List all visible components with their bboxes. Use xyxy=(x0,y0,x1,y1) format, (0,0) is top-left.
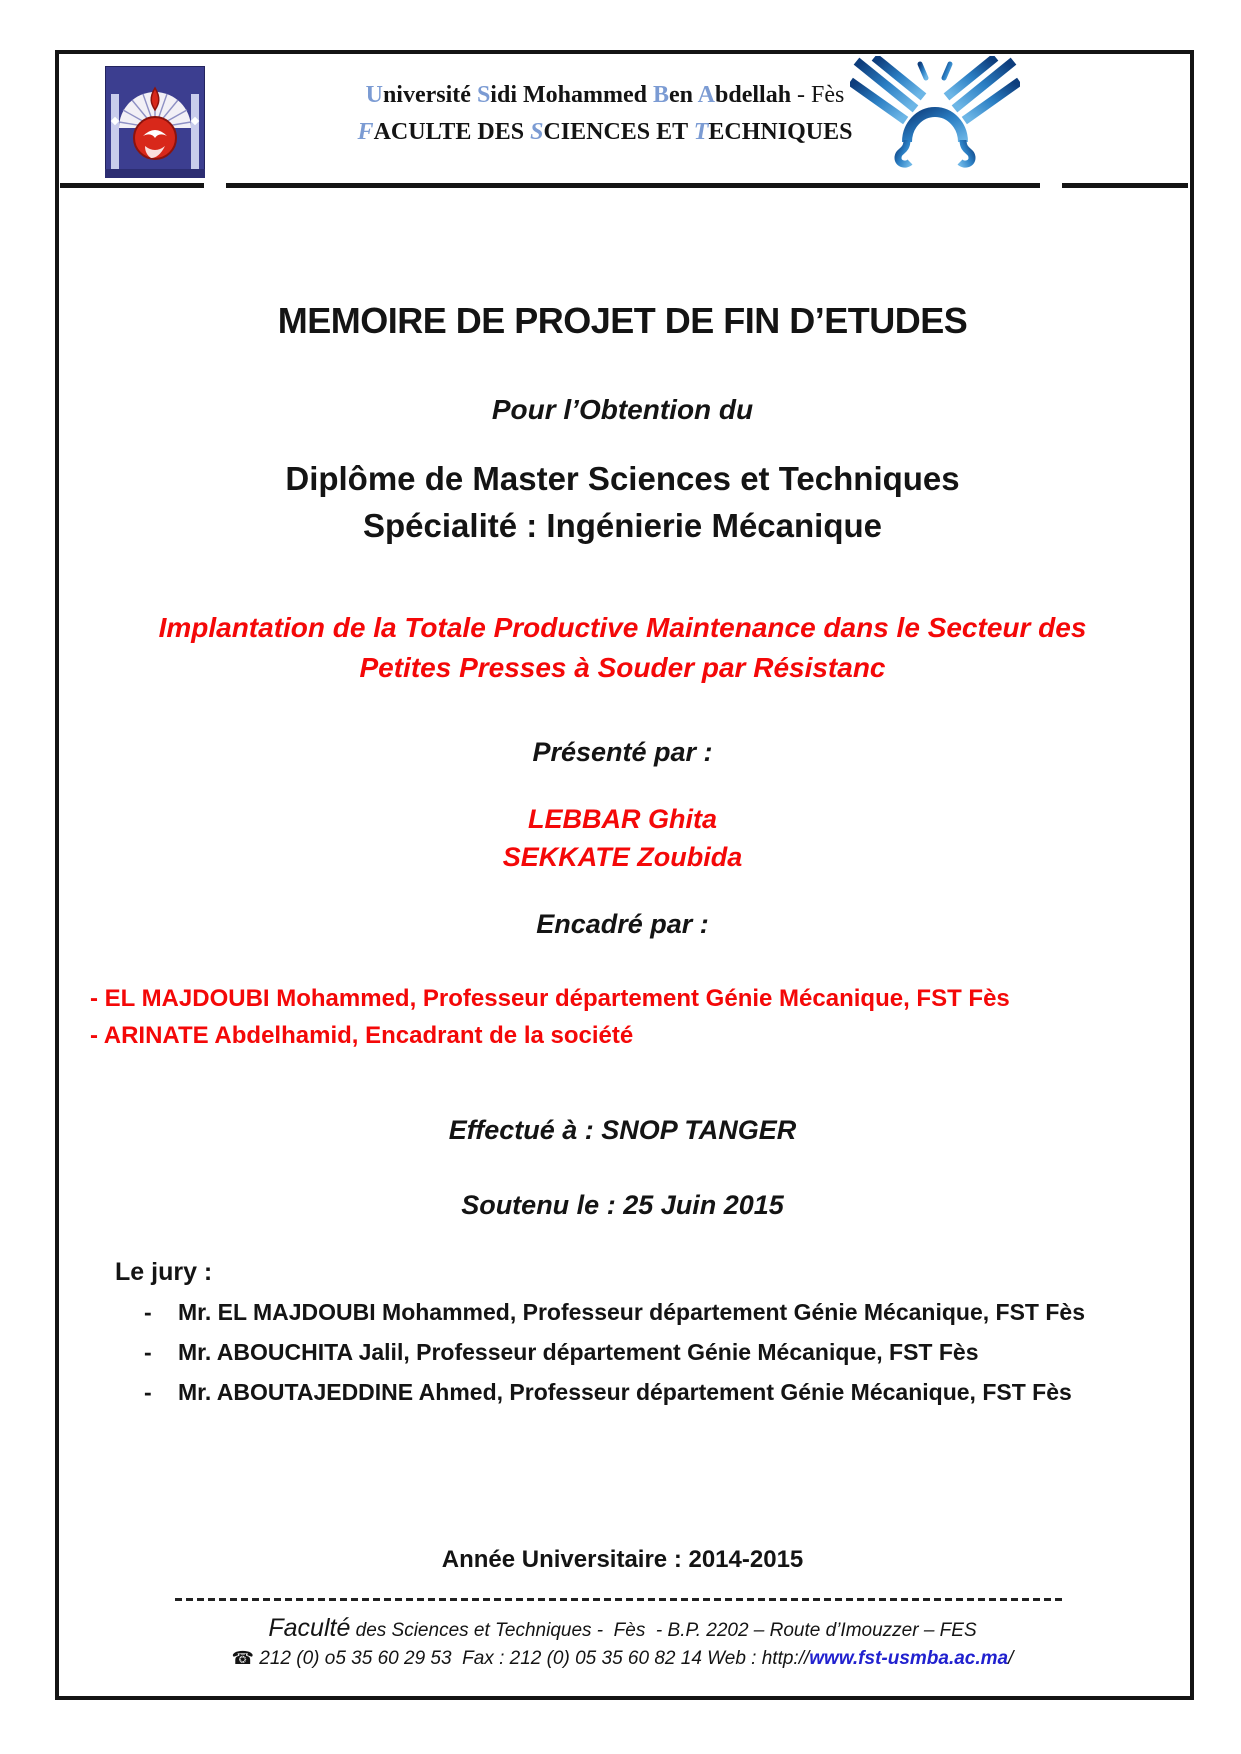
footer-address-text: des Sciences et Techniques - Fès - B.P. 2202 – Route d’Imouzzer – FES xyxy=(350,1620,977,1641)
footer-contact xyxy=(59,1648,1186,1670)
faculty-text: ECHNIQUES xyxy=(708,119,853,145)
university-text: en xyxy=(668,82,698,108)
faculty-initial-s: S xyxy=(530,119,544,145)
university-text: bdellah xyxy=(715,82,792,108)
university-initial-u: U xyxy=(365,82,383,108)
faculty-initial-t: T xyxy=(693,119,709,145)
university-initial-a: A xyxy=(697,82,716,108)
author-name: SEKKATE Zoubida xyxy=(502,842,743,872)
obtention-subtitle: Pour l’Obtention du xyxy=(491,394,754,425)
diploma-line2: Spécialité : Ingénierie Mécanique xyxy=(363,507,882,544)
header-rule-right xyxy=(1062,183,1188,188)
university-text: niversité xyxy=(382,82,477,108)
footer-address xyxy=(59,1614,1186,1643)
academic-year: Année Universitaire : 2014-2015 xyxy=(441,1546,804,1573)
university-city: - Fès xyxy=(791,82,845,108)
supervisors-block xyxy=(90,980,1135,1054)
header-rule-center xyxy=(226,183,1040,188)
presented-by-label: Présenté par : xyxy=(532,737,713,767)
jury-list xyxy=(144,1295,1106,1415)
university-initial-b: B xyxy=(652,82,669,108)
jury-member: Mr. EL MAJDOUBI Mohammed, Professeur département Génie Mécanique, FST Fès xyxy=(178,1299,1086,1325)
diploma-block xyxy=(59,455,1186,549)
jury-bullet: - xyxy=(144,1339,152,1365)
defense-date: Soutenu le : 25 Juin 2015 xyxy=(461,1190,784,1220)
university-text: idi Mohammed xyxy=(490,82,653,108)
diploma-line1: Diplôme de Master Sciences et Techniques xyxy=(285,460,960,497)
faculty-text: CIENCES ET xyxy=(543,119,694,145)
phone-icon: ☎ xyxy=(231,1648,255,1669)
header-rule-left xyxy=(60,183,204,188)
jury-label: Le jury : xyxy=(115,1258,213,1286)
website-link[interactable]: www.fst-usmba.ac.ma xyxy=(809,1648,1009,1669)
author-name: LEBBAR Ghita xyxy=(528,804,717,834)
thesis-title-line2: Petites Presses à Souder par Résistanc xyxy=(359,652,886,683)
jury-member: Mr. ABOUTAJEDDINE Ahmed, Professeur département Génie Mécanique, FST Fès xyxy=(178,1379,1072,1405)
jury-row xyxy=(144,1335,1106,1369)
faculty-initial-f: F xyxy=(357,119,374,145)
usmba-logo xyxy=(105,66,205,178)
jury-row xyxy=(144,1375,1106,1409)
supervisor-line: - ARINATE Abdelhamid, Encadrant de la société xyxy=(90,1022,634,1049)
footer-dashed-separator xyxy=(175,1598,1065,1601)
footer-faculty-word: Faculté xyxy=(268,1614,351,1642)
supervisor-line: - EL MAJDOUBI Mohammed, Professeur département Génie Mécanique, FST Fès xyxy=(90,985,1010,1012)
fst-logo xyxy=(850,56,1020,170)
authors-block xyxy=(59,800,1186,876)
document-type-title: MEMOIRE DE PROJET DE FIN D’ETUDES xyxy=(277,300,968,341)
footer-contact-text: 212 (0) o5 35 60 29 53 Fax : 212 (0) 05 35 60 82 14 Web : http:// xyxy=(254,1648,810,1669)
usmba-logo-art xyxy=(105,66,205,178)
supervised-by-label: Encadré par : xyxy=(536,909,709,939)
jury-row xyxy=(144,1295,1106,1329)
internship-location: Effectué à : SNOP TANGER xyxy=(448,1115,797,1145)
jury-bullet: - xyxy=(144,1379,152,1405)
faculty-text: ACULTE DES xyxy=(373,119,531,145)
thesis-title xyxy=(59,608,1186,688)
university-initial-s: S xyxy=(476,82,491,108)
jury-member: Mr. ABOUCHITA Jalil, Professeur département Génie Mécanique, FST Fès xyxy=(178,1339,979,1365)
thesis-title-line1: Implantation de la Totale Productive Maintenance dans le Secteur des xyxy=(158,612,1087,643)
fst-logo-art xyxy=(850,56,1020,170)
footer-contact-slash: / xyxy=(1008,1648,1014,1669)
jury-bullet: - xyxy=(144,1299,152,1325)
